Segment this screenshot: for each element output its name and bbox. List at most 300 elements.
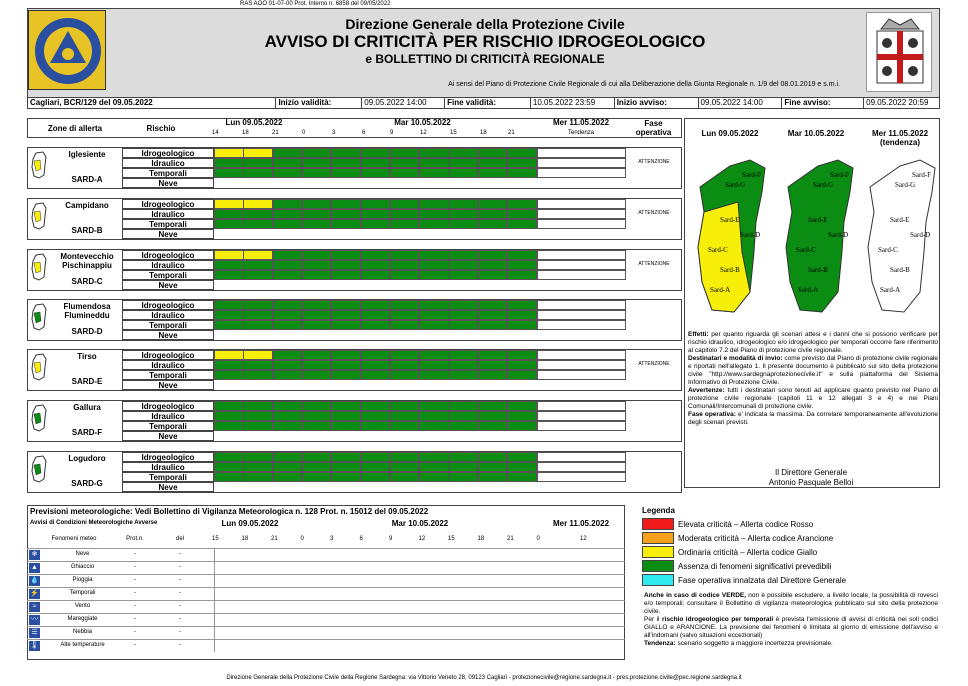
forecast-cell [273, 168, 303, 178]
meteo-hour: 0 [536, 536, 540, 542]
forecast-cell [273, 411, 303, 421]
forecast-cell [507, 320, 537, 330]
forecast-cell [507, 148, 537, 158]
meteo-hour: 15 [212, 536, 219, 542]
forecast-cell [214, 421, 244, 431]
forecast-cell [478, 462, 508, 472]
forecast-cell [214, 401, 244, 411]
map-date-1: Lun 09.05.2022 [701, 129, 759, 138]
meteo-timeline [214, 613, 625, 626]
forecast-cell [302, 250, 332, 260]
meteo-hour: 3 [330, 536, 334, 542]
forecast-cell [419, 260, 449, 270]
forecast-cell [361, 168, 391, 178]
forecast-cell [361, 300, 391, 310]
map-zone-label: Sard-G [813, 181, 834, 189]
forecast-cell [390, 260, 420, 270]
forecast-cell [390, 411, 420, 421]
meteo-day1: Lun 09.05.2022 [221, 519, 279, 528]
hour-tick: 21 [272, 130, 279, 136]
meteo-hour: 12 [418, 536, 426, 542]
risk-label: Idraulico [122, 310, 214, 320]
fase-operativa: ATTENZIONE [638, 361, 670, 367]
forecast-cell [419, 411, 449, 421]
forecast-cell [361, 360, 391, 370]
forecast-cell [361, 320, 391, 330]
forecast-cell [302, 148, 332, 158]
forecast-cell [448, 462, 478, 472]
risk-label: Neve [122, 482, 214, 492]
forecast-cell [390, 300, 420, 310]
meteo-hour: 15 [448, 536, 455, 542]
forecast-cell [243, 472, 273, 482]
forecast-cell [273, 270, 303, 280]
forecast-cell [448, 411, 478, 421]
forecast-cell [331, 411, 361, 421]
meteo-icon: 🌡 [30, 642, 39, 649]
col-trend: Tendenza [567, 130, 595, 136]
forecast-cell [331, 421, 361, 431]
zone-name: Iglesiente [68, 150, 106, 159]
hour-tick: 14 [212, 130, 219, 136]
zone-map-icon [30, 455, 48, 483]
forecast-cell [390, 370, 420, 380]
risk-label: Neve [122, 431, 214, 441]
forecast-cell [361, 219, 391, 229]
forecast-cell [419, 472, 449, 482]
map-zone-label: Sard-E [808, 216, 828, 224]
meteo-phenomenon: Alte temperature [60, 642, 105, 648]
map-zone-label: Sard-B [808, 266, 828, 274]
forecast-cell [448, 209, 478, 219]
forecast-cell [243, 168, 273, 178]
hour-tick: 21 [508, 130, 515, 136]
trend-cell [537, 360, 626, 370]
forecast-cell [302, 209, 332, 219]
zone-name: Logudoro [68, 454, 106, 463]
forecast-cell [331, 401, 361, 411]
forecast-cell [331, 250, 361, 260]
zone-map-icon [30, 303, 48, 331]
forecast-cell [507, 270, 537, 280]
forecast-cell [273, 320, 303, 330]
zone-code: SARD-E [71, 377, 103, 386]
forecast-cell [507, 401, 537, 411]
forecast-cell [507, 250, 537, 260]
meteo-hour: 21 [507, 536, 514, 542]
zone-code: SARD-G [71, 479, 103, 488]
forecast-cell [243, 270, 273, 280]
forecast-cell [478, 472, 508, 482]
forecast-cell [243, 250, 273, 260]
forecast-cell [331, 199, 361, 209]
map-zone-label: Sard-B [890, 266, 910, 274]
forecast-cell [273, 462, 303, 472]
zone-name: Gallura [73, 403, 101, 412]
alert-start: 09.05.2022 14:00 [699, 98, 783, 108]
zone-name: Campidano [65, 201, 109, 210]
forecast-cell [243, 350, 273, 360]
risk-label: Temporali [122, 472, 214, 482]
forecast-cell [273, 452, 303, 462]
zone-name: Tirso [77, 352, 97, 361]
legend-swatch [642, 574, 674, 586]
trend-cell [537, 320, 626, 330]
forecast-cell [331, 219, 361, 229]
doc-ref: Cagliari, BCR/129 del 09.05.2022 [28, 98, 276, 108]
forecast-cell [214, 199, 244, 209]
forecast-cell [243, 158, 273, 168]
forecast-cell [478, 250, 508, 260]
forecast-cell [361, 199, 391, 209]
forecast-cell [507, 421, 537, 431]
forecast-cell [361, 472, 391, 482]
risk-label: Temporali [122, 320, 214, 330]
forecast-cell [448, 370, 478, 380]
notes: Effetti: per quanto riguarda gli scenari attesi e i danni che si possono verificare per rischio idraulico, idrogeologico e/o idrogeologico per temporali occorre fare riferimento al capitolo 7.2 del Piano di protezione civile regionale. Destinatari e modalità di invio: come previsto dal Piano di protezione civile regionale e riportati nell'allegato 1. Il presente documento è pubblicato sul sito della protezione civile "http://www.sardegnaprotezionecivile.it" e sulla piattaforma del Sistema Informativo di Protezione Civile. Avvertenze: tutti i destinatari sono tenuti ad applicare quanto previsto nel Piano di protezione civile regionale (capitoli 11 e 12 allegati 3 e 4) e nei Piani Comunali/Intercomunali di protezione civile. Fase operativa: e' indicata la massima. Da correlare temporaneamente all'evoluzione degli scenari previsti. [688, 331, 939, 426]
hour-tick: 12 [420, 130, 427, 136]
trend-cell [537, 199, 626, 209]
meteo-timeline [214, 574, 625, 587]
map-date-3: Mer 11.05.2022 [871, 129, 929, 138]
meteo-phenomenon: Temporali [69, 590, 96, 596]
forecast-cell [419, 148, 449, 158]
meteo-col-prot: Prot.n. [126, 536, 144, 542]
legend-label: Ordinaria criticità – Allerta codice Giallo [678, 548, 818, 557]
forecast-cell [214, 300, 244, 310]
meteo-phenomenon: Nebbia [72, 629, 92, 635]
page-title: AVVISO DI CRITICITÀ PER RISCHIO IDROGEOLOGICO [264, 32, 706, 51]
forecast-cell [507, 310, 537, 320]
meteo-prot: - [134, 564, 136, 570]
forecast-cell [361, 148, 391, 158]
forecast-cell [419, 462, 449, 472]
forecast-cell [478, 421, 508, 431]
hour-tick: 18 [480, 130, 487, 136]
forecast-cell [273, 158, 303, 168]
forecast-cell [419, 350, 449, 360]
forecast-cell [214, 472, 244, 482]
forecast-cell [448, 199, 478, 209]
forecast-cell [243, 411, 273, 421]
map-zone-label: Sard-A [798, 286, 819, 294]
map-zone-label: Sard-D [910, 231, 931, 239]
forecast-cell [243, 421, 273, 431]
trend-cell [537, 250, 626, 260]
forecast-cell [243, 401, 273, 411]
trend-cell [537, 411, 626, 421]
forecast-cell [448, 421, 478, 431]
trend-cell [537, 158, 626, 168]
forecast-cell [214, 350, 244, 360]
map-zone-label: Sard-C [708, 246, 728, 254]
forecast-cell [214, 310, 244, 320]
forecast-cell [302, 462, 332, 472]
zone-code: SARD-A [71, 175, 103, 184]
meteo-title: Previsioni meteorologiche: Vedi Bollettino di Vigilanza Meteorologica n. 128 Prot. n. 15012 del 09.05.2022 [30, 507, 429, 516]
meteo-subtitle: Avvisi di Condizioni Meteorologiche Avverse [30, 520, 158, 526]
map-zone-label: Sard-A [880, 286, 901, 294]
forecast-cell [478, 148, 508, 158]
zone-code: SARD-B [71, 226, 103, 235]
trend-cell [537, 168, 626, 178]
forecast-cell [302, 401, 332, 411]
trend-cell [537, 209, 626, 219]
meteo-date: - [179, 590, 181, 596]
forecast-cell [448, 310, 478, 320]
trend-cell [537, 270, 626, 280]
risk-label: Idraulico [122, 260, 214, 270]
forecast-cell [478, 350, 508, 360]
forecast-cell [390, 401, 420, 411]
forecast-cell [390, 421, 420, 431]
meteo-timeline [214, 587, 625, 600]
zone-name: Flumendosa Flumineddu [63, 302, 111, 320]
forecast-cell [214, 219, 244, 229]
meteo-timeline [214, 639, 625, 652]
meteo-hour: 6 [359, 536, 363, 542]
forecast-cell [419, 320, 449, 330]
meteo-date: - [179, 616, 181, 622]
meteo-prot: - [134, 551, 136, 557]
forecast-cell [331, 310, 361, 320]
forecast-cell [390, 360, 420, 370]
forecast-cell [419, 250, 449, 260]
meteo-icon: ⚡ [30, 590, 39, 597]
forecast-cell [243, 300, 273, 310]
risk-label: Temporali [122, 370, 214, 380]
forecast-cell [390, 199, 420, 209]
forecast-cell [507, 411, 537, 421]
zone-map-icon [30, 353, 48, 381]
sardinia-coat-of-arms [866, 12, 932, 92]
forecast-cell [361, 370, 391, 380]
forecast-cell [390, 158, 420, 168]
risk-label: Idrogeologico [122, 452, 214, 462]
regione-logo [28, 10, 106, 90]
forecast-cell [214, 209, 244, 219]
meteo-hour: 9 [389, 536, 393, 542]
zone-map-icon [30, 202, 48, 230]
forecast-cell [302, 300, 332, 310]
forecast-cell [419, 401, 449, 411]
forecast-cell [243, 452, 273, 462]
forecast-cell [302, 411, 332, 421]
risk-label: Idrogeologico [122, 199, 214, 209]
legend-swatch [642, 546, 674, 558]
hour-tick: 15 [450, 130, 457, 136]
legend-label: Elevata criticità – Allerta codice Rosso [678, 520, 814, 529]
forecast-cell [390, 452, 420, 462]
forecast-cell [390, 209, 420, 219]
forecast-cell [390, 350, 420, 360]
col-risk: Rischio [146, 124, 176, 133]
meteo-prot: - [134, 577, 136, 583]
forecast-cell [448, 158, 478, 168]
forecast-cell [478, 260, 508, 270]
forecast-cell [507, 360, 537, 370]
validity-row: Cagliari, BCR/129 del 09.05.2022 Inizio validità: 09.05.2022 14:00 Fine validità: 10.05.2022 23:59 Inizio avviso: 09.05.2022 14:00 Fine avviso: 09.05.2022 20:59 [27, 98, 940, 109]
forecast-cell [361, 401, 391, 411]
forecast-cell [243, 148, 273, 158]
meteo-date: - [179, 564, 181, 570]
forecast-cell [448, 452, 478, 462]
validity-start: 09.05.2022 14:00 [362, 98, 445, 108]
legend-swatch [642, 532, 674, 544]
forecast-cell [507, 472, 537, 482]
forecast-cell [302, 158, 332, 168]
fase-operativa: ATTENZIONE [638, 210, 670, 216]
forecast-cell [331, 360, 361, 370]
meteo-prot: - [134, 590, 136, 596]
forecast-cell [478, 219, 508, 229]
legend-swatch [642, 560, 674, 572]
zone-code: SARD-C [71, 277, 103, 286]
risk-label: Temporali [122, 168, 214, 178]
risk-label: Idraulico [122, 411, 214, 421]
legend-label: Fase operativa innalzata dal Direttore Generale [678, 576, 847, 585]
forecast-cell [331, 462, 361, 472]
forecast-cell [273, 350, 303, 360]
forecast-cell [243, 462, 273, 472]
forecast-cell [419, 452, 449, 462]
forecast-cell [361, 158, 391, 168]
col-day1: Lun 09.05.2022 [225, 118, 283, 127]
risk-label: Idraulico [122, 360, 214, 370]
forecast-cell [214, 411, 244, 421]
risk-label: Neve [122, 330, 214, 340]
meteo-hour: 18 [241, 536, 249, 542]
zone-code: SARD-F [71, 428, 103, 437]
forecast-cell [331, 270, 361, 280]
meteo-prot: - [134, 629, 136, 635]
forecast-cell [507, 260, 537, 270]
meteo-day3: Mer 11.05.2022 [552, 519, 610, 528]
meteo-icon: ≈ [29, 602, 40, 612]
risk-label: Neve [122, 380, 214, 390]
forecast-cell [361, 421, 391, 431]
forecast-cell [507, 199, 537, 209]
forecast-cell [390, 462, 420, 472]
trend-cell [537, 462, 626, 472]
forecast-cell [448, 260, 478, 270]
fase-operativa: ATTENZIONE [638, 159, 670, 165]
forecast-cell [273, 250, 303, 260]
forecast-cell [273, 421, 303, 431]
forecast-cell [214, 168, 244, 178]
map-zone-label: Sard-E [890, 216, 910, 224]
forecast-cell [331, 209, 361, 219]
risk-label: Idraulico [122, 209, 214, 219]
forecast-cell [478, 370, 508, 380]
forecast-cell [390, 168, 420, 178]
forecast-cell [243, 199, 273, 209]
meteo-phenomenon: Neve [75, 551, 90, 557]
forecast-cell [361, 260, 391, 270]
forecast-cell [243, 370, 273, 380]
forecast-cell [448, 250, 478, 260]
map-zone-label: Sard-D [828, 231, 849, 239]
signature-role: Il Direttore Generale [774, 468, 848, 477]
forecast-cell [478, 199, 508, 209]
forecast-cell [507, 219, 537, 229]
forecast-cell [361, 350, 391, 360]
forecast-cell [507, 158, 537, 168]
map-trend-label: (tendenza) [880, 138, 920, 147]
forecast-cell [419, 300, 449, 310]
map-zone-label: Sard-D [740, 231, 761, 239]
meteo-date: - [179, 551, 181, 557]
meteo-icon: 〰 [31, 616, 38, 623]
risk-label: Idrogeologico [122, 148, 214, 158]
hour-tick: 18 [242, 130, 249, 136]
risk-label: Idrogeologico [122, 350, 214, 360]
meteo-timeline [214, 600, 625, 613]
trend-cell [537, 310, 626, 320]
fase-operativa: ATTENZIONE [638, 261, 670, 267]
forecast-cell [331, 260, 361, 270]
page-subtitle: e BOLLETTINO DI CRITICITÀ REGIONALE [365, 52, 605, 66]
trend-cell [537, 260, 626, 270]
forecast-cell [361, 209, 391, 219]
legend-swatch [642, 518, 674, 530]
forecast-cell [214, 452, 244, 462]
risk-label: Neve [122, 229, 214, 239]
footer: Direzione Generale della Protezione Civile della Regione Sardegna: via Vittorio Veneto 28, 09123 Cagliari - protezionecivile@regione.sardegna.it - pres.protezione.civile@pec.regione.sardegna.it [226, 675, 742, 681]
map-zone-label: Sard-F [742, 171, 762, 179]
risk-label: Idrogeologico [122, 250, 214, 260]
forecast-cell [390, 472, 420, 482]
meteo-hour: 18 [477, 536, 485, 542]
forecast-cell [478, 310, 508, 320]
forecast-cell [302, 168, 332, 178]
meteo-hour: 0 [300, 536, 304, 542]
meteo-prot: - [134, 603, 136, 609]
forecast-cell [331, 350, 361, 360]
forecast-cell [273, 300, 303, 310]
forecast-cell [361, 270, 391, 280]
meteo-phenomenon: Vento [74, 603, 91, 609]
forecast-cell [361, 310, 391, 320]
forecast-cell [361, 452, 391, 462]
forecast-cell [243, 209, 273, 219]
map-zone-label: Sard-C [878, 246, 898, 254]
forecast-cell [214, 260, 244, 270]
legend-label: Moderata criticità – Allerta codice Arancione [678, 534, 834, 543]
trend-cell [537, 219, 626, 229]
legend-title: Legenda [642, 506, 675, 515]
meteo-date: - [179, 629, 181, 635]
forecast-cell [302, 219, 332, 229]
forecast-cell [273, 148, 303, 158]
forecast-cell [448, 219, 478, 229]
forecast-cell [507, 300, 537, 310]
forecast-cell [478, 411, 508, 421]
forecast-cell [214, 158, 244, 168]
zone-map-icon [30, 404, 48, 432]
risk-label: Idraulico [122, 158, 214, 168]
forecast-cell [302, 350, 332, 360]
forecast-cell [273, 370, 303, 380]
forecast-cell [478, 168, 508, 178]
risk-label: Idraulico [122, 462, 214, 472]
forecast-cell [243, 310, 273, 320]
meteo-icon: 💧 [30, 577, 39, 584]
meteo-icon: ☰ [29, 628, 40, 638]
forecast-cell [448, 320, 478, 330]
validity-end: 10.05.2022 23:59 [531, 98, 615, 108]
forecast-cell [448, 300, 478, 310]
